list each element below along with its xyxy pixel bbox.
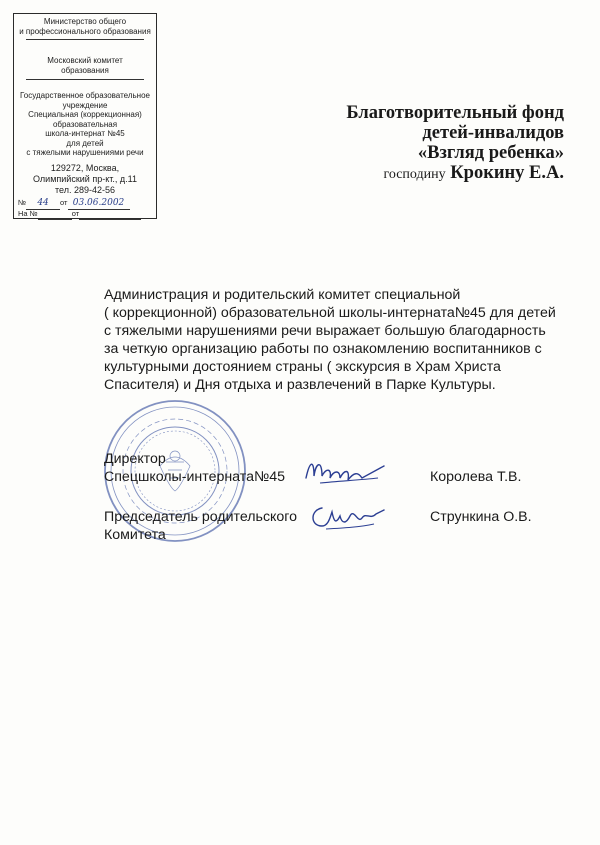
stamp-text: и профессионального образования — [19, 26, 151, 36]
stamp-text: учреждение — [62, 100, 108, 110]
letter-line: ( коррекционной) образовательной школы-интерната№45 для детей — [104, 305, 556, 321]
stamp-text: Специальная (коррекционная) — [28, 110, 142, 119]
addressee-line: Благотворительный фонд — [346, 103, 564, 123]
letter-line: культурными достоянием страны ( экскурсия в Храм Христа — [104, 359, 501, 375]
chair-org: Комитета — [104, 527, 166, 543]
letter-body — [104, 286, 579, 394]
letter-line: с тяжелыми нарушениями речи выражает большую благодарность — [104, 323, 546, 339]
addressee-line: детей-инвалидов — [422, 123, 564, 143]
addressee-block — [330, 103, 564, 185]
stamp-address — [14, 163, 156, 196]
stamp-text: для детей — [66, 138, 104, 148]
stamp-text: Олимпийский пр-кт., д.11 — [33, 174, 137, 184]
director-title: Директор — [104, 451, 166, 467]
letter-line: Спасителя) и Дня отдыха и развлечений в Парке Культуры. — [104, 377, 496, 393]
stamp-ministry — [14, 17, 156, 36]
stamp-reply-number — [18, 209, 141, 220]
stamp-text: 129272, Москва, — [50, 163, 120, 173]
chair-title: Председатель родительского — [104, 509, 298, 525]
stamp-text: от — [71, 209, 80, 218]
stamp-text: тел. 289-42-56 — [54, 185, 115, 195]
stamp-text: Государственное образовательное — [20, 91, 150, 100]
handwritten-date: 03.06.2002 — [72, 198, 125, 208]
stamp-institution — [14, 91, 156, 158]
addressee-lead: господину — [383, 167, 446, 182]
stamp-text: образовательная — [52, 119, 118, 129]
stamp-text: образования — [61, 65, 109, 75]
addressee-name: Крокину Е.А. — [450, 163, 564, 183]
handwritten-number: 44 — [37, 198, 49, 208]
institution-stamp — [13, 13, 157, 219]
director-signature — [300, 454, 390, 490]
stamp-text: На № — [18, 209, 38, 218]
chair-name: Стрункина О.В. — [430, 509, 532, 525]
director-name: Королева Т.В. — [430, 469, 522, 485]
letter-line: за четкую организацию работы по ознакомлению воспитанников с — [104, 341, 542, 357]
stamp-text: от — [60, 198, 68, 207]
addressee-line: «Взгляд ребенка» — [417, 143, 564, 163]
stamp-reg-number — [18, 198, 130, 210]
stamp-text: Московский комитет — [47, 56, 123, 65]
chair-signature — [304, 498, 390, 534]
stamp-text: с тяжелыми нарушениями речи — [26, 148, 144, 157]
director-org: Спецшколы-интерната№45 — [104, 469, 285, 485]
stamp-text: школа-интернат №45 — [45, 129, 125, 138]
stamp-text: Министерство общего — [43, 17, 127, 26]
letter-line: Администрация и родительский комитет специальной — [104, 287, 461, 303]
stamp-committee — [14, 56, 156, 75]
stamp-text: № — [18, 198, 27, 207]
